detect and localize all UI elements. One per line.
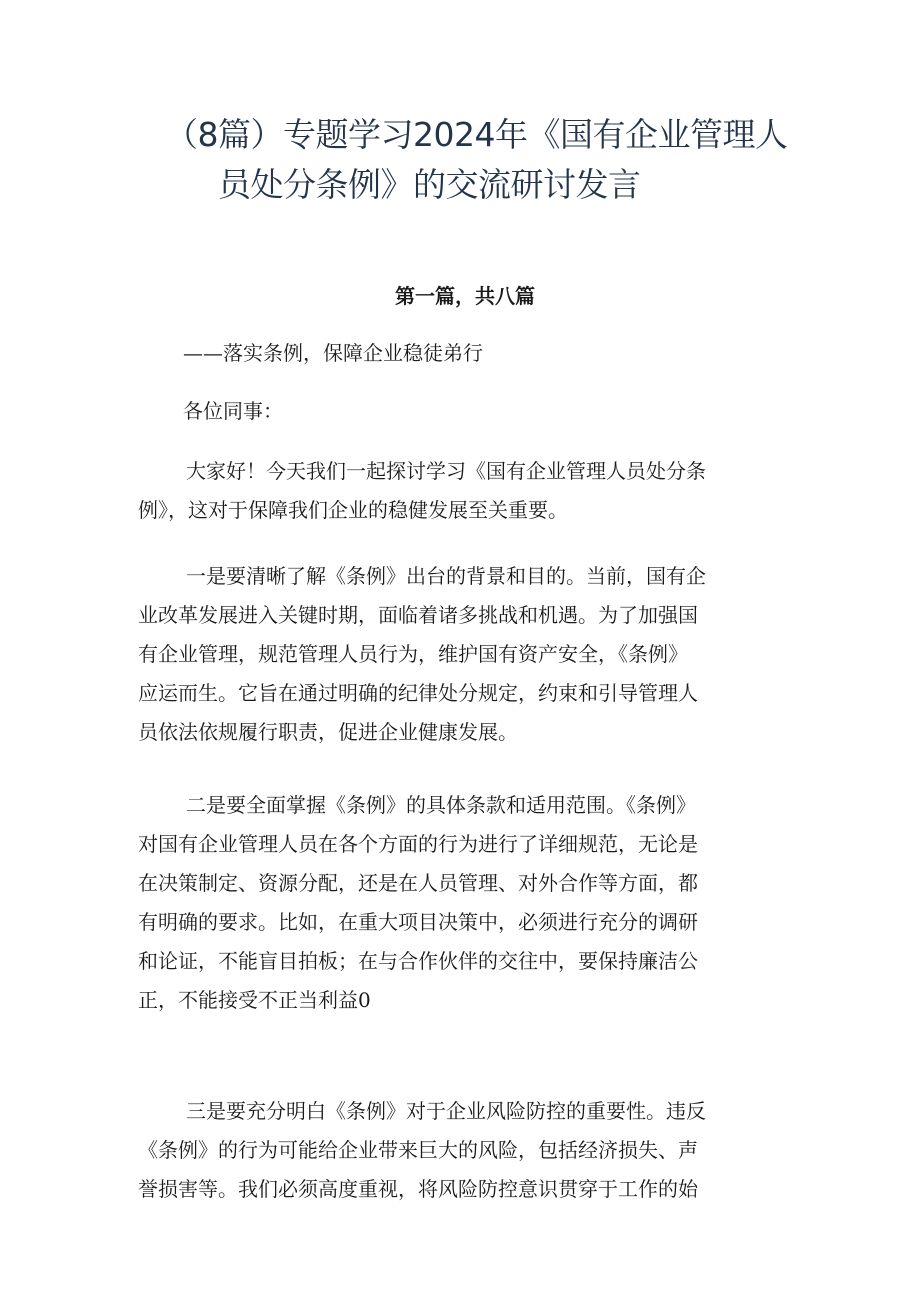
paragraph-line: 正，不能接受不正当利益0 (138, 988, 371, 1012)
paragraph-line: 员依法依规履行职责，促进企业健康发展。 (138, 720, 518, 744)
paragraph-line: 在决策制定、资源分配，还是在人员管理、对外合作等方面，都 (138, 871, 698, 895)
paragraph-line: 例》，这对于保障我们企业的稳健发展至关重要。 (138, 498, 568, 522)
paragraph-line: 业改革发展进入关键时期，面临着诸多挑战和机遇。为了加强国 (138, 603, 698, 627)
body-paragraph (138, 557, 798, 752)
paragraph-line: 对国有企业管理人员在各个方面的行为进行了详细规范，无论是 (138, 832, 698, 856)
body-paragraph (138, 786, 798, 1020)
paragraph-line: 三是要充分明白《条例》对于企业风险防控的重要性。违反 (186, 1099, 706, 1123)
title-line: （8篇）专题学习2024年《国有企业管理人 (165, 115, 788, 154)
salutation: 各位同事： (183, 399, 283, 423)
paragraph-line: 《条例》的行为可能给企业带来巨大的风险，包括经济损失、声 (138, 1138, 698, 1162)
paragraph-line: 有企业管理，规范管理人员行为，维护国有资产安全，《条例》 (138, 642, 688, 666)
section-heading: 第一篇，共八篇 (395, 284, 535, 308)
title-line: 员处分条例》的交流研讨发言 (218, 165, 641, 204)
paragraph-line: 大家好！今天我们一起探讨学习《国有企业管理人员处分条 (186, 459, 706, 483)
paragraph-line: 有明确的要求。比如，在重大项目决策中，必须进行充分的调研 (138, 910, 698, 934)
paragraph-line: 和论证，不能盲目拍板；在与合作伙伴的交往中，要保持廉洁公 (138, 949, 698, 973)
body-paragraph (138, 452, 798, 530)
document-title (165, 110, 805, 210)
paragraph-line: 誉损害等。我们必须高度重视，将风险防控意识贯穿于工作的始 (138, 1177, 698, 1201)
speech-subtitle: ——落实条例，保障企业稳徒弟行 (183, 341, 483, 365)
paragraph-line: 应运而生。它旨在通过明确的纪律处分规定，约束和引导管理人 (138, 681, 698, 705)
body-paragraph (138, 1092, 798, 1209)
paragraph-line: 一是要清晰了解《条例》出台的背景和目的。当前，国有企 (186, 564, 706, 588)
paragraph-line: 二是要全面掌握《条例》的具体条款和适用范围。《条例》 (186, 793, 696, 817)
